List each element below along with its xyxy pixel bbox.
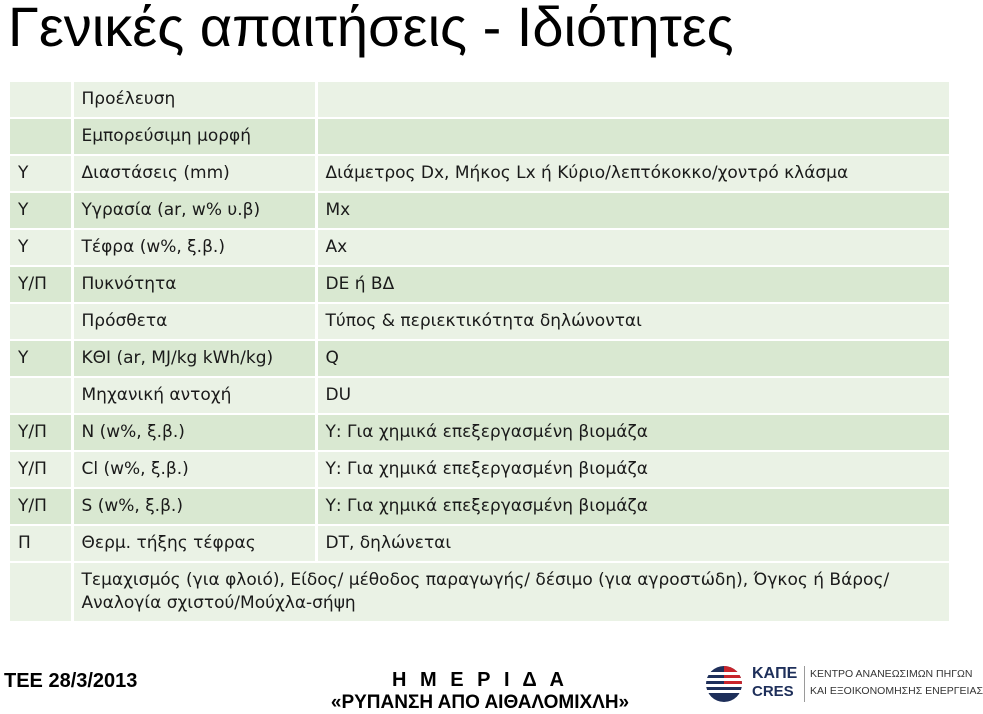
footer-event-label: Η Μ Ε Ρ Ι Δ Α xyxy=(391,669,568,691)
code-cell: Υ xyxy=(10,229,72,266)
footer-event-title: «ΡΥΠΑΝΣΗ ΑΠΟ ΑΙΘΑΛΟΜΙΧΛΗ» xyxy=(330,692,630,713)
table-row xyxy=(10,155,950,192)
table-row xyxy=(10,303,950,340)
value-cell: DU xyxy=(316,377,950,414)
code-cell xyxy=(10,377,72,414)
value-cell: Υ: Για χημικά επεξεργασμένη βιομάζα xyxy=(316,488,950,525)
table-row xyxy=(10,118,950,155)
table-row xyxy=(10,266,950,303)
table-row-footnote xyxy=(10,562,950,622)
page-title: Γενικές απαιτήσεις - Ιδιότητες xyxy=(8,0,734,58)
property-cell: ΚΘΙ (ar, MJ/kg kWh/kg) xyxy=(72,340,316,377)
code-cell: Υ xyxy=(10,192,72,229)
logo-divider xyxy=(804,666,805,702)
logo-kape-text: ΚΑΠΕ xyxy=(752,665,798,682)
table-row xyxy=(10,377,950,414)
property-cell: Πρόσθετα xyxy=(72,303,316,340)
value-cell: Διάμετρος Dx, Μήκος Lx ή Κύριο/λεπτόκοκκο/χοντρό κλάσμα xyxy=(316,155,950,192)
code-cell: Υ/Π xyxy=(10,414,72,451)
cres-logo-icon xyxy=(704,662,744,706)
code-cell xyxy=(10,82,72,118)
table-row xyxy=(10,414,950,451)
value-cell: Mx xyxy=(316,192,950,229)
code-cell xyxy=(10,118,72,155)
code-cell: Υ/Π xyxy=(10,488,72,525)
value-cell: Υ: Για χημικά επεξεργασμένη βιομάζα xyxy=(316,451,950,488)
table-row xyxy=(10,525,950,562)
footnote-cell: Τεμαχισμός (για φλοιό), Είδος/ μέθοδος παραγωγής/ δέσιμο (για αγροστώδη), Όγκος ή Βάρος/ Αναλογία σχιστού/Μούχλα-σήψη xyxy=(72,562,950,622)
value-cell: Ax xyxy=(316,229,950,266)
value-cell: DE ή ΒΔ xyxy=(316,266,950,303)
table-row xyxy=(10,488,950,525)
footer-event xyxy=(300,668,660,714)
property-cell: Πυκνότητα xyxy=(72,266,316,303)
property-cell: Θερμ. τήξης τέφρας xyxy=(72,525,316,562)
table-row xyxy=(10,229,950,266)
value-cell: Υ: Για χημικά επεξεργασμένη βιομάζα xyxy=(316,414,950,451)
code-cell: Υ/Π xyxy=(10,451,72,488)
logo-line-1: ΚΕΝΤΡΟ ΑΝΑΝΕΩΣΙΜΩΝ ΠΗΓΩΝ xyxy=(810,668,973,680)
code-cell: Υ/Π xyxy=(10,266,72,303)
logo-cres-text: CRES xyxy=(752,683,794,700)
value-cell xyxy=(316,82,950,118)
table-row xyxy=(10,192,950,229)
value-cell xyxy=(316,118,950,155)
table-row xyxy=(10,82,950,118)
property-cell: Προέλευση xyxy=(72,82,316,118)
property-cell: Μηχανική αντοχή xyxy=(72,377,316,414)
code-cell: Υ xyxy=(10,340,72,377)
value-cell: DT, δηλώνεται xyxy=(316,525,950,562)
code-cell xyxy=(10,562,72,622)
property-cell: Υγρασία (ar, w% υ.β) xyxy=(72,192,316,229)
code-cell xyxy=(10,303,72,340)
property-cell: Διαστάσεις (mm) xyxy=(72,155,316,192)
property-cell: Τέφρα (w%, ξ.β.) xyxy=(72,229,316,266)
property-cell: N (w%, ξ.β.) xyxy=(72,414,316,451)
property-cell: Cl (w%, ξ.β.) xyxy=(72,451,316,488)
property-cell: S (w%, ξ.β.) xyxy=(72,488,316,525)
table-row xyxy=(10,451,950,488)
properties-table xyxy=(10,82,950,660)
value-cell: Q xyxy=(316,340,950,377)
value-cell: Τύπος & περιεκτικότητα δηλώνονται xyxy=(316,303,950,340)
logo-line-2: ΚΑΙ ΕΞΟΙΚΟΝΟΜΗΣΗΣ ΕΝΕΡΓΕΙΑΣ xyxy=(810,685,983,697)
code-cell: Υ xyxy=(10,155,72,192)
property-cell: Εμπορεύσιμη μορφή xyxy=(72,118,316,155)
code-cell: Π xyxy=(10,525,72,562)
table-row xyxy=(10,340,950,377)
footer-date: ΤΕΕ 28/3/2013 xyxy=(4,670,138,692)
cres-logo xyxy=(704,660,983,710)
